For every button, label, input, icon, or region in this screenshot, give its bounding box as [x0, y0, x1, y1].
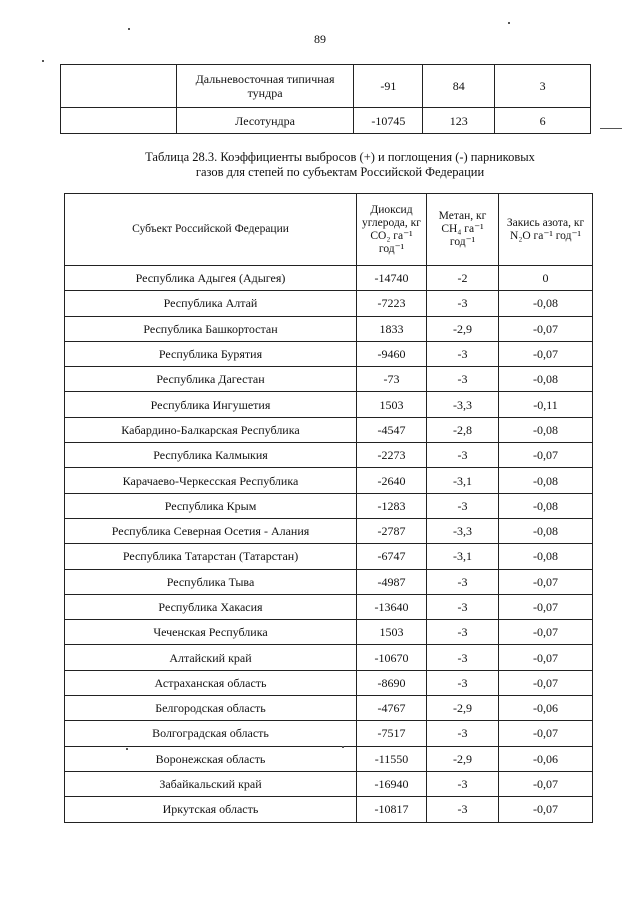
- subject-cell: Чеченская Республика: [65, 620, 357, 645]
- ch4-cell: 123: [423, 108, 495, 134]
- table-row: [65, 518, 593, 543]
- n2o-cell: -0,07: [499, 670, 593, 695]
- subject-cell: Алтайский край: [65, 645, 357, 670]
- scan-artifact: [126, 748, 128, 750]
- caption-line: газов для степей по субъектам Российской Федерации: [195, 165, 485, 179]
- table-row: [65, 721, 593, 746]
- co2-cell: -11550: [357, 746, 427, 771]
- table-row: [65, 266, 593, 291]
- ch4-cell: -3: [427, 291, 499, 316]
- n2o-cell: -0,08: [499, 367, 593, 392]
- co2-cell: -4767: [357, 696, 427, 721]
- table-row: [65, 569, 593, 594]
- subject-cell: Республика Ингушетия: [65, 392, 357, 417]
- n2o-cell: -0,07: [499, 443, 593, 468]
- n2o-cell: 3: [495, 65, 591, 108]
- ch4-cell: -3: [427, 443, 499, 468]
- n2o-cell: -0,08: [499, 291, 593, 316]
- n2o-cell: 6: [495, 108, 591, 134]
- subject-cell: Иркутская область: [65, 797, 357, 822]
- table-row: [65, 341, 593, 366]
- co2-cell: -2273: [357, 443, 427, 468]
- n2o-cell: -0,07: [499, 316, 593, 341]
- table-row: [65, 746, 593, 771]
- table-row: [65, 392, 593, 417]
- n2o-cell: -0,08: [499, 544, 593, 569]
- ch4-cell: -2,9: [427, 316, 499, 341]
- subject-cell: Республика Адыгея (Адыгея): [65, 266, 357, 291]
- table-row: [65, 645, 593, 670]
- n2o-header: Закись азота, кг N₂O га⁻¹ год⁻¹: [499, 194, 593, 266]
- ch4-cell: -3: [427, 721, 499, 746]
- n2o-cell: -0,07: [499, 594, 593, 619]
- scan-artifact: [128, 28, 130, 30]
- n2o-cell: -0,06: [499, 746, 593, 771]
- ch4-cell: -3,1: [427, 544, 499, 569]
- co2-cell: -4987: [357, 569, 427, 594]
- subject-cell: Воронежская область: [65, 746, 357, 771]
- co2-cell: -2640: [357, 468, 427, 493]
- table-body: [65, 266, 593, 823]
- ch4-cell: -3,1: [427, 468, 499, 493]
- table-row: [65, 493, 593, 518]
- emission-coefficients-table: [64, 193, 593, 823]
- subject-cell: Республика Алтай: [65, 291, 357, 316]
- co2-cell: -2787: [357, 518, 427, 543]
- table-row: [65, 620, 593, 645]
- ch4-cell: -3: [427, 670, 499, 695]
- co2-cell: 1503: [357, 620, 427, 645]
- ecosystem-name-cell: Дальневосточная типичная тундра: [176, 65, 354, 108]
- scan-artifact: [42, 60, 44, 62]
- n2o-cell: -0,08: [499, 493, 593, 518]
- table-row: [65, 468, 593, 493]
- table-row: [61, 65, 591, 108]
- ch4-cell: -3: [427, 645, 499, 670]
- n2o-cell: 0: [499, 266, 593, 291]
- ch4-cell: -2,9: [427, 746, 499, 771]
- subject-cell: Республика Татарстан (Татарстан): [65, 544, 357, 569]
- n2o-cell: -0,07: [499, 341, 593, 366]
- table-row: [65, 316, 593, 341]
- co2-cell: -9460: [357, 341, 427, 366]
- subject-cell: Волгоградская область: [65, 721, 357, 746]
- subject-cell: Кабардино-Балкарская Республика: [65, 417, 357, 442]
- subject-cell: Республика Калмыкия: [65, 443, 357, 468]
- ch4-cell: -2,8: [427, 417, 499, 442]
- n2o-cell: -0,07: [499, 569, 593, 594]
- subject-cell: Республика Башкортостан: [65, 316, 357, 341]
- scan-artifact: [508, 22, 510, 24]
- ch4-cell: -3: [427, 797, 499, 822]
- scan-artifact: [342, 746, 344, 748]
- scan-artifact: [600, 128, 622, 129]
- subject-cell: Астраханская область: [65, 670, 357, 695]
- co2-cell: -14740: [357, 266, 427, 291]
- caption-line: Таблица 28.3. Коэффициенты выбросов (+) и поглощения (-) парниковых: [145, 150, 535, 164]
- table-row: [65, 771, 593, 796]
- co2-header: Диоксид углерода, кг CO₂ га⁻¹ год⁻¹: [357, 194, 427, 266]
- page-number: 89: [314, 32, 326, 46]
- subject-cell: Республика Крым: [65, 493, 357, 518]
- table-row: [65, 670, 593, 695]
- ch4-cell: -3: [427, 771, 499, 796]
- table-row: [61, 108, 591, 134]
- table-row: [65, 367, 593, 392]
- n2o-cell: -0,08: [499, 518, 593, 543]
- n2o-cell: -0,06: [499, 696, 593, 721]
- table-caption: [80, 150, 600, 180]
- subject-cell: Белгородская область: [65, 696, 357, 721]
- ch4-cell: -3,3: [427, 518, 499, 543]
- table-row: [65, 417, 593, 442]
- subject-cell: Забайкальский край: [65, 771, 357, 796]
- subject-cell: Республика Северная Осетия - Алания: [65, 518, 357, 543]
- n2o-cell: -0,07: [499, 797, 593, 822]
- co2-cell: -10817: [357, 797, 427, 822]
- co2-cell: -73: [357, 367, 427, 392]
- n2o-cell: -0,07: [499, 721, 593, 746]
- subject-header: Субъект Российской Федерации: [65, 194, 357, 266]
- ch4-cell: -2,9: [427, 696, 499, 721]
- n2o-cell: -0,11: [499, 392, 593, 417]
- co2-cell: 1503: [357, 392, 427, 417]
- empty-cell: [61, 65, 177, 108]
- subject-cell: Республика Тыва: [65, 569, 357, 594]
- table-row: [65, 696, 593, 721]
- table-row: [65, 291, 593, 316]
- table-row: [65, 544, 593, 569]
- n2o-cell: -0,08: [499, 417, 593, 442]
- empty-cell: [61, 108, 177, 134]
- ch4-cell: -3,3: [427, 392, 499, 417]
- table-row: [65, 443, 593, 468]
- co2-cell: -4547: [357, 417, 427, 442]
- n2o-cell: -0,08: [499, 468, 593, 493]
- co2-cell: -6747: [357, 544, 427, 569]
- n2o-cell: -0,07: [499, 620, 593, 645]
- ch4-header: Метан, кг CH₄ га⁻¹ год⁻¹: [427, 194, 499, 266]
- ecosystem-name-cell: Лесотундра: [176, 108, 354, 134]
- subject-cell: Республика Хакасия: [65, 594, 357, 619]
- co2-cell: -8690: [357, 670, 427, 695]
- ch4-cell: -3: [427, 341, 499, 366]
- ch4-cell: -3: [427, 493, 499, 518]
- subject-cell: Республика Дагестан: [65, 367, 357, 392]
- ch4-cell: -3: [427, 569, 499, 594]
- co2-cell: -7223: [357, 291, 427, 316]
- co2-cell: 1833: [357, 316, 427, 341]
- subject-cell: Республика Бурятия: [65, 341, 357, 366]
- co2-cell: -1283: [357, 493, 427, 518]
- header-row: [65, 194, 593, 266]
- ch4-cell: 84: [423, 65, 495, 108]
- co2-cell: -10670: [357, 645, 427, 670]
- continued-table: [60, 64, 591, 134]
- co2-cell: -91: [354, 65, 423, 108]
- table-row: [65, 594, 593, 619]
- ch4-cell: -3: [427, 367, 499, 392]
- ch4-cell: -2: [427, 266, 499, 291]
- co2-cell: -13640: [357, 594, 427, 619]
- ch4-cell: -3: [427, 620, 499, 645]
- subject-cell: Карачаево-Черкесская Республика: [65, 468, 357, 493]
- ch4-cell: -3: [427, 594, 499, 619]
- n2o-cell: -0,07: [499, 645, 593, 670]
- co2-cell: -10745: [354, 108, 423, 134]
- co2-cell: -16940: [357, 771, 427, 796]
- co2-cell: -7517: [357, 721, 427, 746]
- n2o-cell: -0,07: [499, 771, 593, 796]
- table-row: [65, 797, 593, 822]
